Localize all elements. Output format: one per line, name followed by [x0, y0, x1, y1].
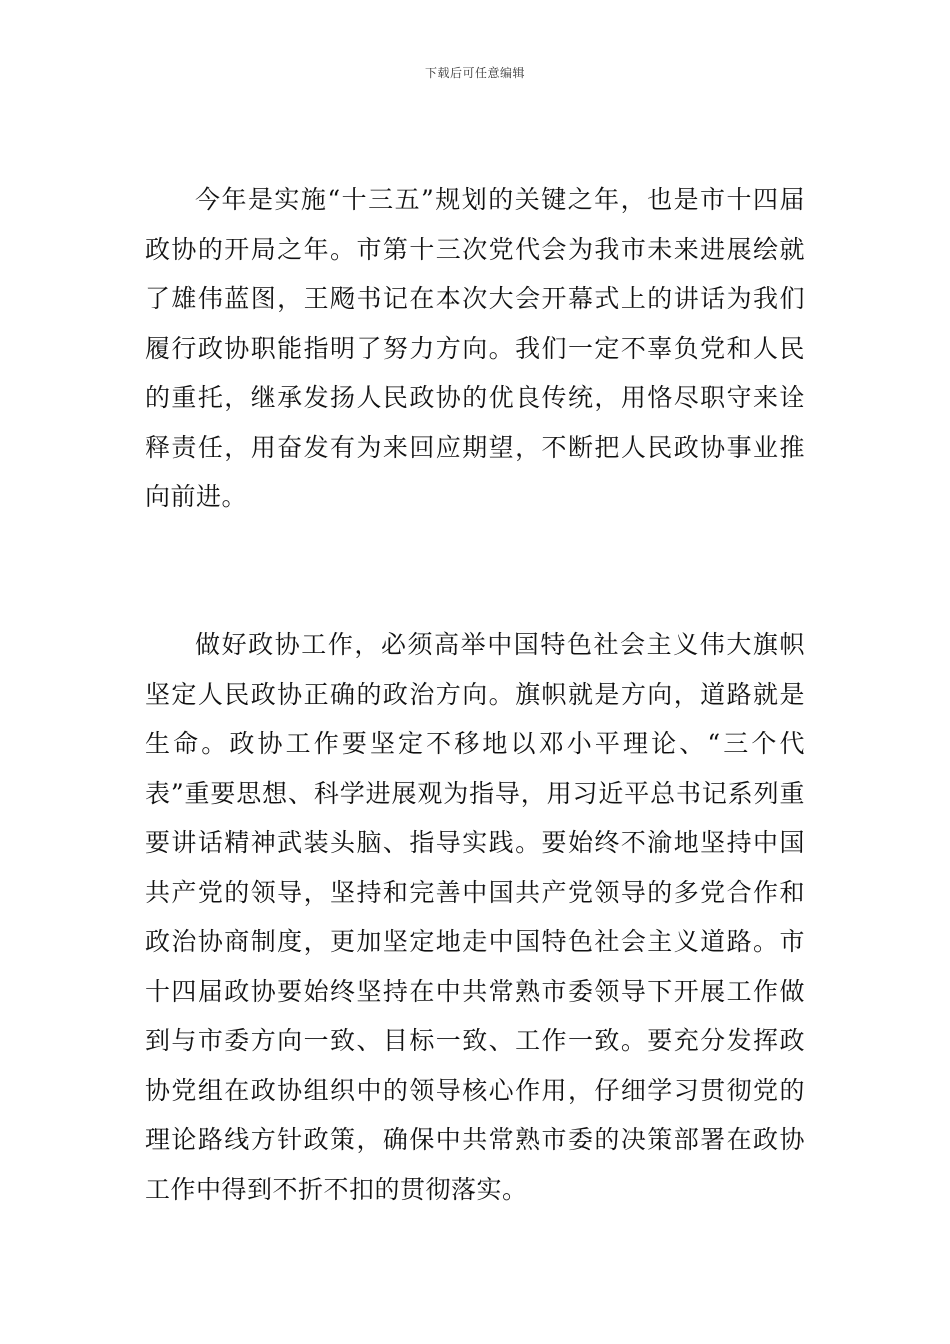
body-paragraph-1 [145, 175, 805, 522]
paragraph-text: 今年是实施“十三五”规划的关键之年，也是市十四届政协的开局之年。市第十三次党代会为我市未来进展绘就了雄伟蓝图，王飏书记在本次大会开幕式上的讲话为我们履行政协职能指明了努力方向。我们一定不辜负党和人民的重托，继承发扬人民政协的优良传统，用恪尽职守来诠释责任，用奋发有为来回应期望，不断把人民政协事业推向前进。 [145, 185, 805, 511]
page-header-note: 下载后可任意编辑 [424, 66, 525, 80]
body-paragraph-2 [145, 620, 805, 1214]
paragraph-text: 做好政协工作，必须高举中国特色社会主义伟大旗帜坚定人民政协正确的政治方向。旗帜就是方向，道路就是生命。政协工作要坚定不移地以邓小平理论、“三个代表”重要思想、科学进展观为指导，用习近平总书记系列重要讲话精神武装头脑、指导实践。要始终不渝地坚持中国共产党的领导，坚持和完善中国共产党领导的多党合作和政治协商制度，更加坚定地走中国特色社会主义道路。市十四届政协要始终坚持在中共常熟市委领导下开展工作做到与市委方向一致、目标一致、工作一致。要充分发挥政协党组在政协组织中的领导核心作用，仔细学习贯彻党的理论路线方针政策，确保中共常熟市委的决策部署在政协工作中得到不折不扣的贯彻落实。 [145, 630, 805, 1204]
